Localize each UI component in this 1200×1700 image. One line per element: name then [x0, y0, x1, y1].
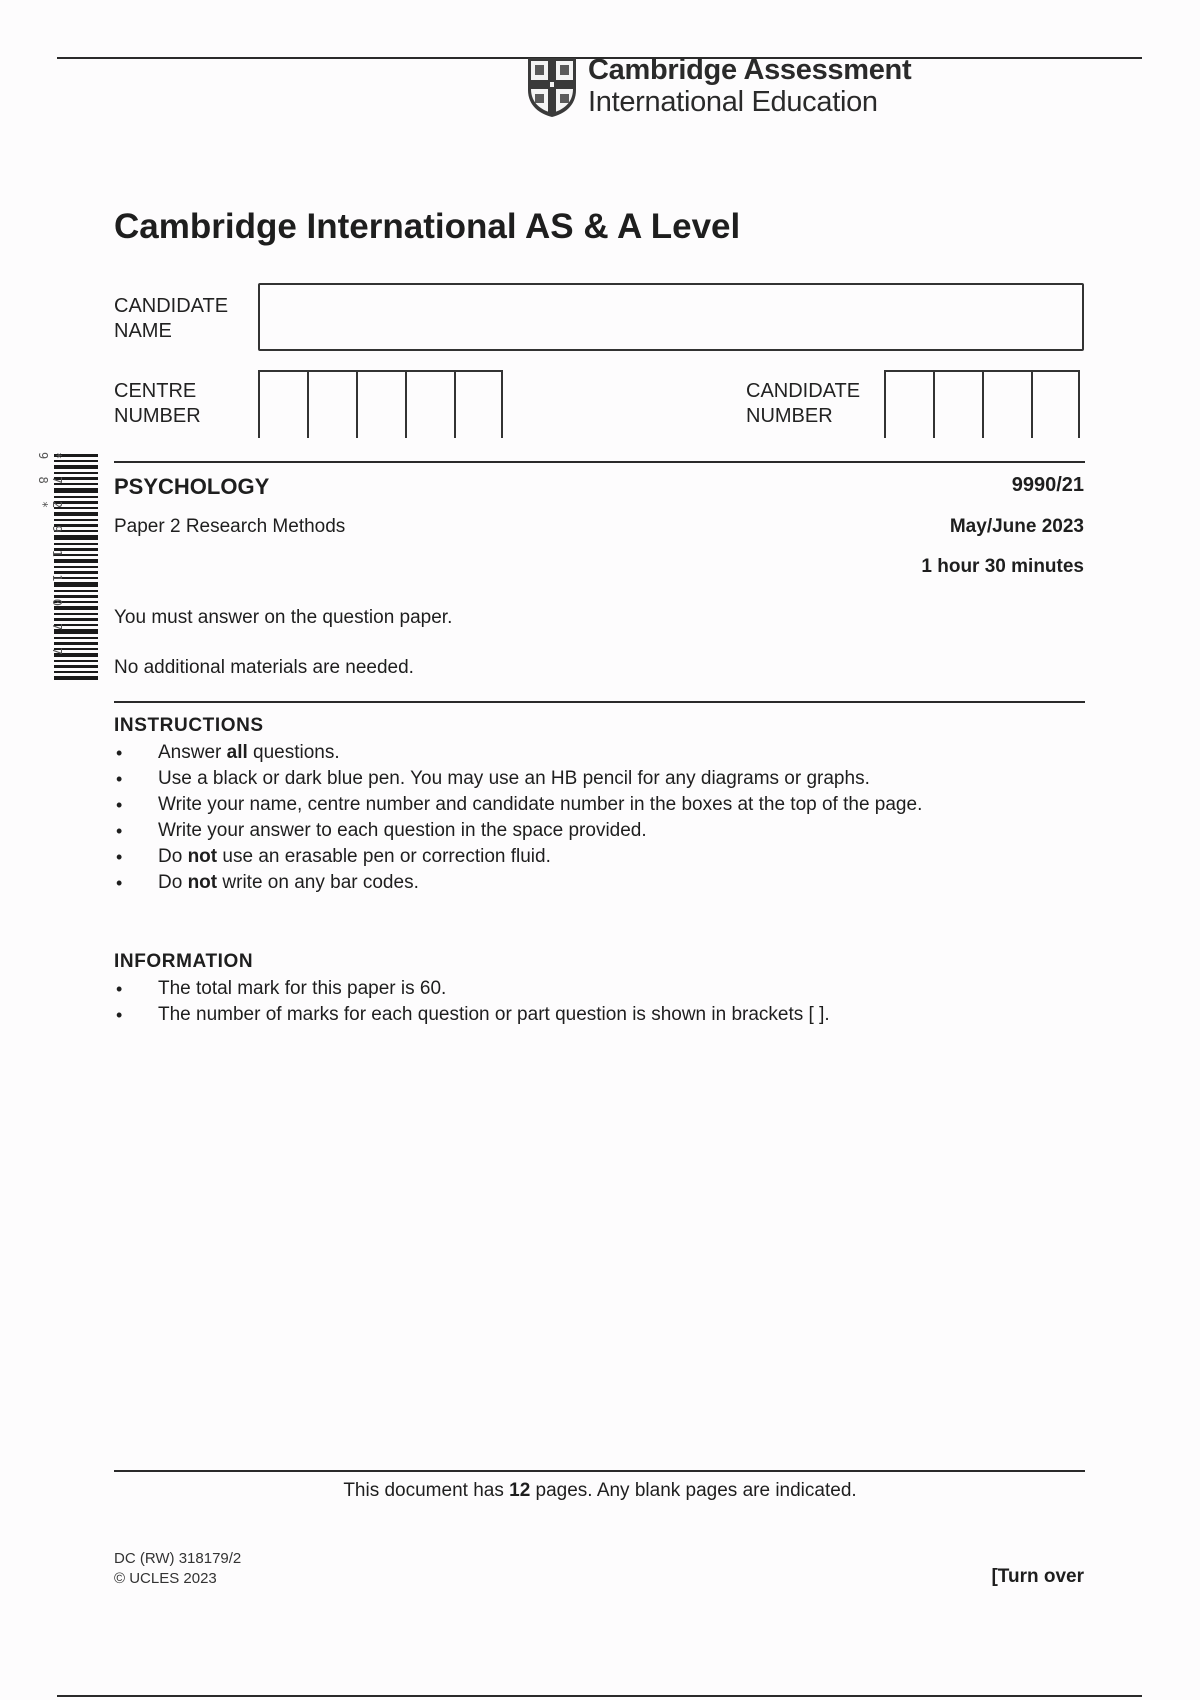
- subject-top-rule: [114, 461, 1085, 463]
- exam-duration: 1 hour 30 minutes: [921, 556, 1084, 577]
- page-count-note: [0, 1480, 1200, 1502]
- item-text: Write your answer to each question in the space provided.: [158, 820, 647, 841]
- logo-line-2: International Education: [588, 86, 878, 118]
- item-text: write on any bar codes.: [217, 872, 419, 893]
- instructions-top-rule: [114, 701, 1085, 703]
- list-item: [114, 792, 1094, 818]
- subject-title: PSYCHOLOGY: [114, 474, 270, 499]
- centre-number-label-line2: NUMBER: [114, 405, 201, 427]
- item-text: Write your name, centre number and candidate number in the boxes at the top of the page.: [158, 794, 923, 815]
- doc-ref: DC (RW) 318179/2: [114, 1550, 242, 1567]
- list-item: [114, 1002, 1094, 1028]
- centre-number-field[interactable]: [258, 370, 503, 438]
- centre-digit-box[interactable]: [307, 370, 356, 438]
- candidate-name-label: [114, 294, 228, 344]
- candidate-name-field[interactable]: [258, 283, 1084, 351]
- item-text: questions.: [247, 742, 340, 763]
- information-heading: INFORMATION: [114, 951, 254, 972]
- list-item: [114, 818, 1094, 844]
- logo-line-1: Cambridge Assessment: [588, 54, 912, 86]
- information-list: [114, 976, 1094, 1028]
- cambridge-logo: [526, 52, 926, 122]
- candidate-name-label-line2: NAME: [114, 320, 172, 342]
- list-item: [114, 740, 1094, 766]
- paper-title: Paper 2 Research Methods: [114, 516, 346, 537]
- item-text: The total mark for this paper is 60.: [158, 978, 447, 999]
- item-emphasis: all: [226, 742, 248, 763]
- item-text: use an erasable pen or correction fluid.: [217, 846, 551, 867]
- candidate-digit-box[interactable]: [933, 370, 982, 438]
- qualification-title: Cambridge International AS & A Level: [114, 207, 741, 246]
- candidate-digit-box[interactable]: [982, 370, 1031, 438]
- item-emphasis: not: [187, 872, 218, 893]
- university-crest-icon: [526, 56, 578, 118]
- centre-number-label: [114, 379, 201, 429]
- list-item: [114, 976, 1094, 1002]
- barcode-digits: [36, 452, 64, 682]
- item-text: The number of marks for each question or part question is shown in brackets [ ].: [158, 1004, 830, 1025]
- exam-session: May/June 2023: [949, 516, 1084, 537]
- copyright: © UCLES 2023: [114, 1570, 217, 1587]
- candidate-digit-box[interactable]: [884, 370, 933, 438]
- item-text: Answer: [158, 742, 227, 763]
- instructions-list: [114, 740, 1094, 896]
- centre-digit-box[interactable]: [258, 370, 307, 438]
- syllabus-code: 9990/21: [1011, 474, 1084, 496]
- candidate-number-label-line1: CANDIDATE: [746, 380, 861, 402]
- answer-note: You must answer on the question paper.: [114, 607, 453, 628]
- document-reference: [114, 1549, 241, 1589]
- turn-over: [Turn over: [991, 1566, 1084, 1587]
- candidate-number-label: [746, 379, 860, 429]
- page-count-text: This document has: [343, 1480, 510, 1501]
- item-text: Do: [158, 872, 188, 893]
- list-item: [114, 766, 1094, 792]
- candidate-digit-box[interactable]: [1031, 370, 1080, 438]
- centre-digit-box[interactable]: [356, 370, 405, 438]
- barcode-number: * 7 2 9 1 1 0 7 7 9 8 *: [36, 452, 64, 660]
- candidate-number-field[interactable]: [884, 370, 1080, 438]
- page-count: 12: [509, 1480, 531, 1501]
- materials-note: No additional materials are needed.: [114, 657, 414, 678]
- bottom-rule: [57, 1695, 1142, 1697]
- candidate-number-label-line2: NUMBER: [746, 405, 833, 427]
- centre-digit-box[interactable]: [454, 370, 503, 438]
- footer-rule: [114, 1470, 1085, 1472]
- item-text: Do: [158, 846, 188, 867]
- item-text: Use a black or dark blue pen. You may use an HB pencil for any diagrams or graphs.: [158, 768, 870, 789]
- list-item: [114, 844, 1094, 870]
- item-emphasis: not: [187, 846, 218, 867]
- page-count-text: pages. Any blank pages are indicated.: [530, 1480, 857, 1501]
- candidate-name-label-line1: CANDIDATE: [114, 295, 229, 317]
- instructions-heading: INSTRUCTIONS: [114, 715, 264, 736]
- centre-number-label-line1: CENTRE: [114, 380, 197, 402]
- centre-digit-box[interactable]: [405, 370, 454, 438]
- list-item: [114, 870, 1094, 896]
